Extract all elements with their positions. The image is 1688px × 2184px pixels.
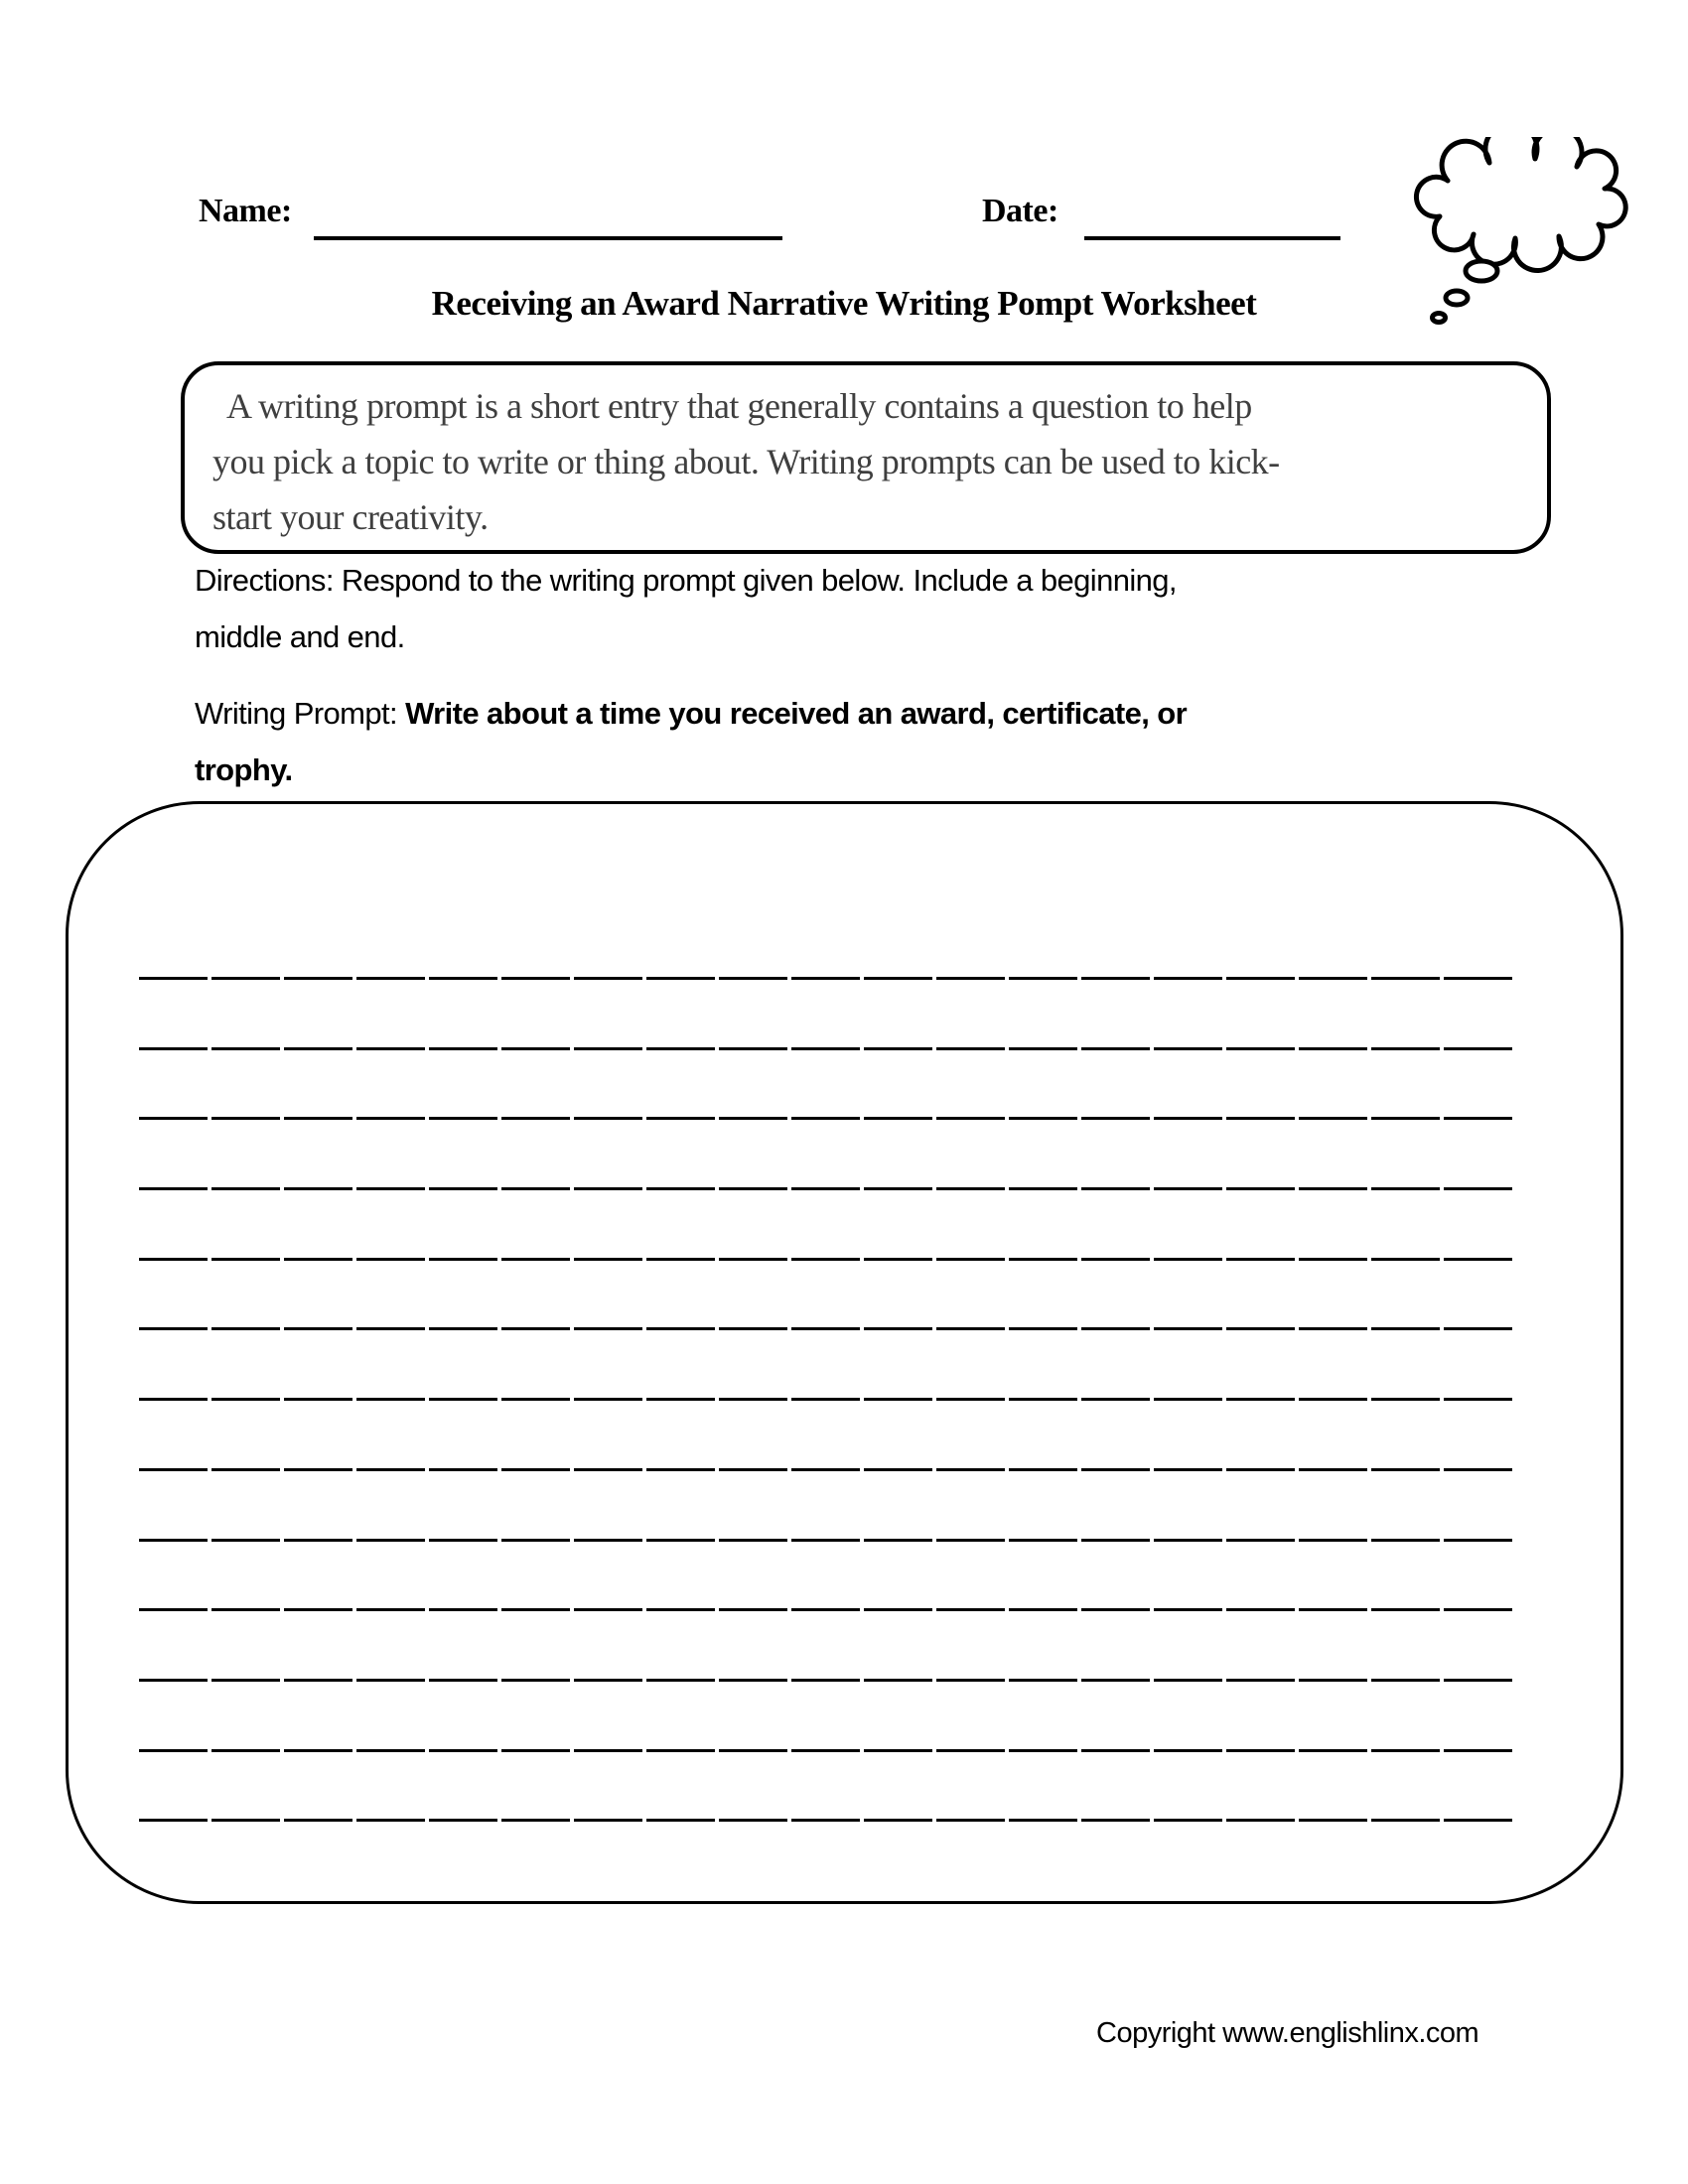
info-box-line: you pick a topic to write or thing about. Writing prompts can be used to kick-	[212, 442, 1280, 481]
ruled-line	[139, 977, 1512, 980]
ruled-line	[139, 1749, 1512, 1752]
cloud-bubble-large	[1466, 261, 1497, 281]
name-label: Name:	[199, 193, 292, 229]
date-label: Date:	[982, 193, 1058, 229]
page-title: Receiving an Award Narrative Writing Pompt Worksheet	[431, 284, 1257, 323]
copyright-text: Copyright www.englishlinx.com	[1096, 2017, 1479, 2049]
name-blank-line	[314, 236, 782, 240]
directions-line: Directions: Respond to the writing prompt given below. Include a beginning,	[195, 563, 1177, 598]
info-box-line: A writing prompt is a short entry that generally contains a question to help	[226, 386, 1252, 426]
info-box-line: start your creativity.	[212, 497, 489, 537]
ruled-line	[139, 1819, 1512, 1822]
ruled-line	[139, 1398, 1512, 1401]
ruled-line	[139, 1187, 1512, 1190]
ruled-line	[139, 1539, 1512, 1542]
writing-prompt	[195, 685, 1505, 798]
directions-line: middle and end.	[195, 619, 405, 654]
ruled-line	[139, 1608, 1512, 1611]
writing-prompt-bold-text: trophy.	[195, 752, 293, 787]
ruled-line	[139, 1258, 1512, 1261]
ruled-line	[139, 1468, 1512, 1471]
directions-text	[195, 552, 1485, 665]
ruled-line	[139, 1327, 1512, 1330]
writing-prompt-label: Writing Prompt:	[195, 696, 406, 731]
ruled-line	[139, 1679, 1512, 1682]
info-box	[181, 361, 1551, 554]
writing-lines	[139, 977, 1512, 1889]
ruled-line	[139, 1047, 1512, 1050]
date-blank-line	[1084, 236, 1340, 240]
cloud-body	[1416, 137, 1625, 271]
writing-prompt-bold-text: Write about a time you received an award, certificate, or	[405, 696, 1188, 731]
writing-prompt-line	[195, 685, 1505, 742]
ruled-line	[139, 1117, 1512, 1120]
